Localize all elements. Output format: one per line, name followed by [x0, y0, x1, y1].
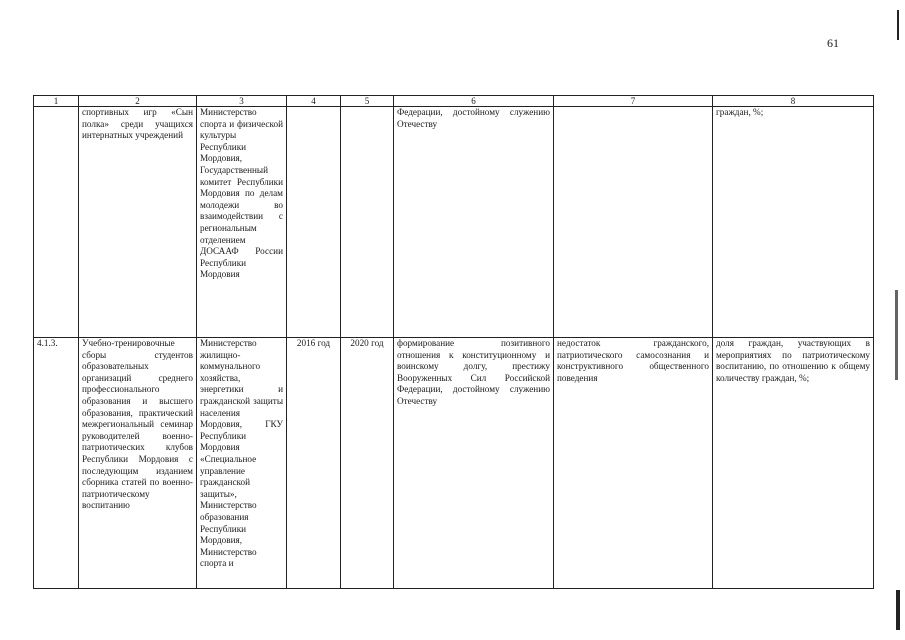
consequences-cell: недостаток гражданского, патриотического самосознания и конструктивного общественного поведения	[554, 338, 713, 589]
indicator-cell: доля граждан, участвующих в мероприятиях по патриотическому воспитанию, по отношению к общему количеству граждан, %;	[713, 338, 874, 589]
table-row	[34, 338, 874, 589]
expected-result-cell: формирование позитивного отношения к конституционному и воинскому долгу, престижу Вооруженных Сил Российской Федерации, достойному служению Отечеству	[394, 338, 554, 589]
executor-cell: Министерство спорта и физической культуры Республики Мордовия, Государственный комитет Республики Мордовия по делам молодежи во взаимодействии с региональным отделением ДОСААФ России Республики Мордовия	[197, 107, 287, 338]
start-year-cell: 2016 год	[287, 338, 341, 589]
page-number: 61	[827, 36, 839, 50]
column-header: 7	[554, 96, 713, 107]
column-header: 4	[287, 96, 341, 107]
column-header: 5	[341, 96, 394, 107]
column-header: 3	[197, 96, 287, 107]
start-year-cell	[287, 107, 341, 338]
executor-cell: Министерство жилищно-коммунального хозяйства, энергетики и гражданской защиты населения Мордовия, ГКУ Республики Мордовия «Специальное управление гражданской защиты», Министерство образования Республики Мордовия, Министерство спорта и	[197, 338, 287, 589]
indicator-cell: граждан, %;	[713, 107, 874, 338]
table-header-row	[34, 96, 874, 107]
table-row	[34, 107, 874, 338]
consequences-cell	[554, 107, 713, 338]
row-number-cell: 4.1.3.	[34, 338, 79, 589]
event-name-cell: Учебно-тренировочные сборы студентов образовательных организаций среднего профессионального образования и высшего образования, практический межрегиональный семинар руководителей военно-патриотических клубов Республики Мордовия с последующим изданием сборника статей по военно-патриотическому воспитанию	[79, 338, 197, 589]
program-table	[33, 95, 874, 589]
event-name-cell: спортивных игр «Сын полка» среди учащихся интернатных учреждений	[79, 107, 197, 338]
column-header: 8	[713, 96, 874, 107]
column-header: 6	[394, 96, 554, 107]
column-header: 1	[34, 96, 79, 107]
end-year-cell: 2020 год	[341, 338, 394, 589]
expected-result-cell: Федерации, достойному служению Отечеству	[394, 107, 554, 338]
row-number-cell	[34, 107, 79, 338]
column-header: 2	[79, 96, 197, 107]
scan-edge-artifact	[883, 0, 905, 640]
end-year-cell	[341, 107, 394, 338]
